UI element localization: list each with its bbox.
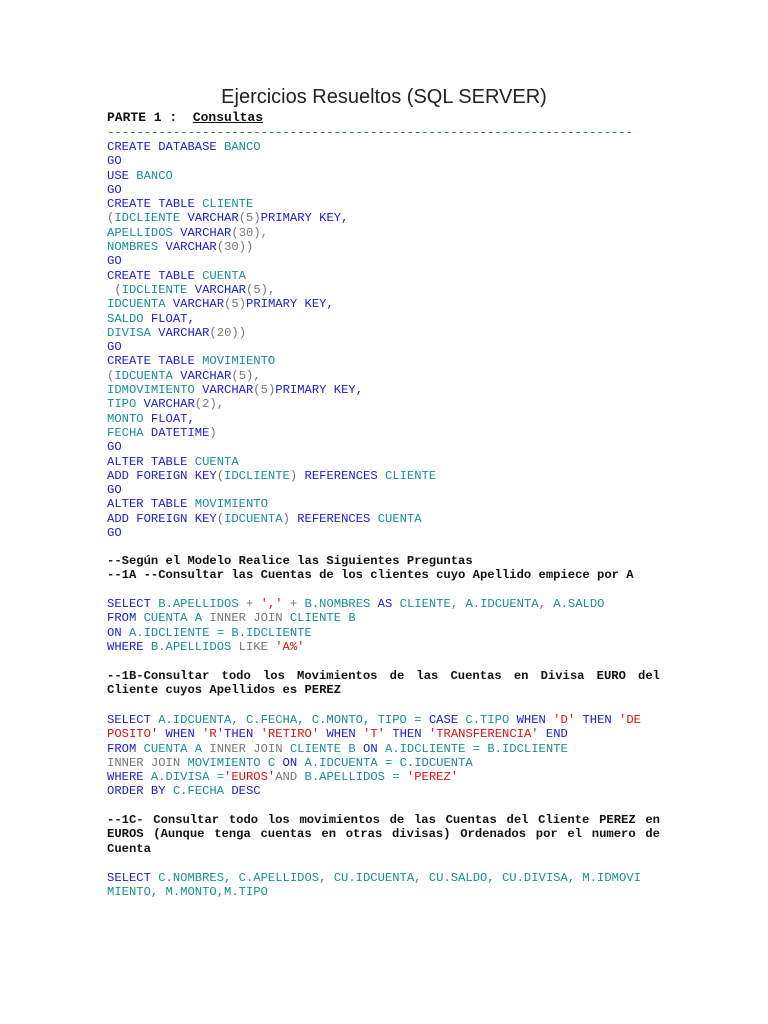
question-1a-comments: --Según el Modelo Realice las Siguientes Preguntas --1A --Consultar las Cuentas de los clientes cuyo Apellido empiece por A <box>107 554 634 583</box>
ddl-code-block: CREATE DATABASE BANCO GO USE BANCO GO CREATE TABLE CLIENTE (IDCLIENTE VARCHAR(5)PRIMARY KEY, APELLIDOS VARCHAR(30), NOMBRES VARCHAR(30)) GO CREATE TABLE CUENTA (IDCLIENTE VARCHAR(5), IDCUENTA VARCHAR(5)PRIMARY KEY, SALDO FLOAT, DIVISA VARCHAR(20)) GO CREATE TABLE MOVIMIENTO (IDCUENTA VARCHAR(5), IDMOVIMIENTO VARCHAR(5)PRIMARY KEY, TIPO VARCHAR(2), MONTO FLOAT, FECHA DATETIME) GO ALTER TABLE CUENTA ADD FOREIGN KEY(IDCLIENTE) REFERENCES CLIENTE GO ALTER TABLE MOVIMIENTO ADD FOREIGN KEY(IDCUENTA) REFERENCES CUENTA GO <box>107 140 437 541</box>
query-1c: SELECT C.NOMBRES, C.APELLIDOS, CU.IDCUENTA, CU.SALDO, CU.DIVISA, M.IDMOVI MIENTO, M.MONTO,M.TIPO <box>107 871 641 900</box>
part-heading: PARTE 1 : Consultas <box>107 110 264 125</box>
document-title: Ejercicios Resueltos (SQL SERVER) <box>221 86 547 108</box>
query-1b: SELECT A.IDCUENTA, C.FECHA, C.MONTO, TIPO = CASE C.TIPO WHEN 'D' THEN 'DE POSITO' WHEN 'R'THEN 'RETIRO' WHEN 'T' THEN 'TRANSFERENCIA' END FROM CUENTA A INNER JOIN CLIENTE B ON A.IDCLIENTE = B.IDCLIENTE INNER JOIN MOVIMIENTO C ON A.IDCUENTA = C.IDCUENTA WHERE A.DIVISA ='EUROS'AND B.APELLIDOS = 'PEREZ' ORDER BY C.FECHA DESC <box>107 713 641 799</box>
query-1a: SELECT B.APELLIDOS + ',' + B.NOMBRES AS CLIENTE, A.IDCUENTA, A.SALDO FROM CUENTA A INNER JOIN CLIENTE B ON A.IDCLIENTE = B.IDCLIENTE WHERE B.APELLIDOS LIKE 'A%' <box>107 597 605 654</box>
separator-rule: ------------------------------------------------------------------------ <box>107 125 633 140</box>
question-1b-comment: --1B-Consultar todo los Movimientos de las Cuentas en Divisa EURO del Cliente cuyos Apellidos es PEREZ <box>107 669 660 698</box>
question-1c-comment: --1C- Consultar todo los movimientos de las Cuentas del Cliente PEREZ en EUROS (Aunque tenga cuentas en otras divisas) Ordenados por el numero de Cuenta <box>107 813 660 856</box>
part-label: Consultas <box>192 110 264 125</box>
